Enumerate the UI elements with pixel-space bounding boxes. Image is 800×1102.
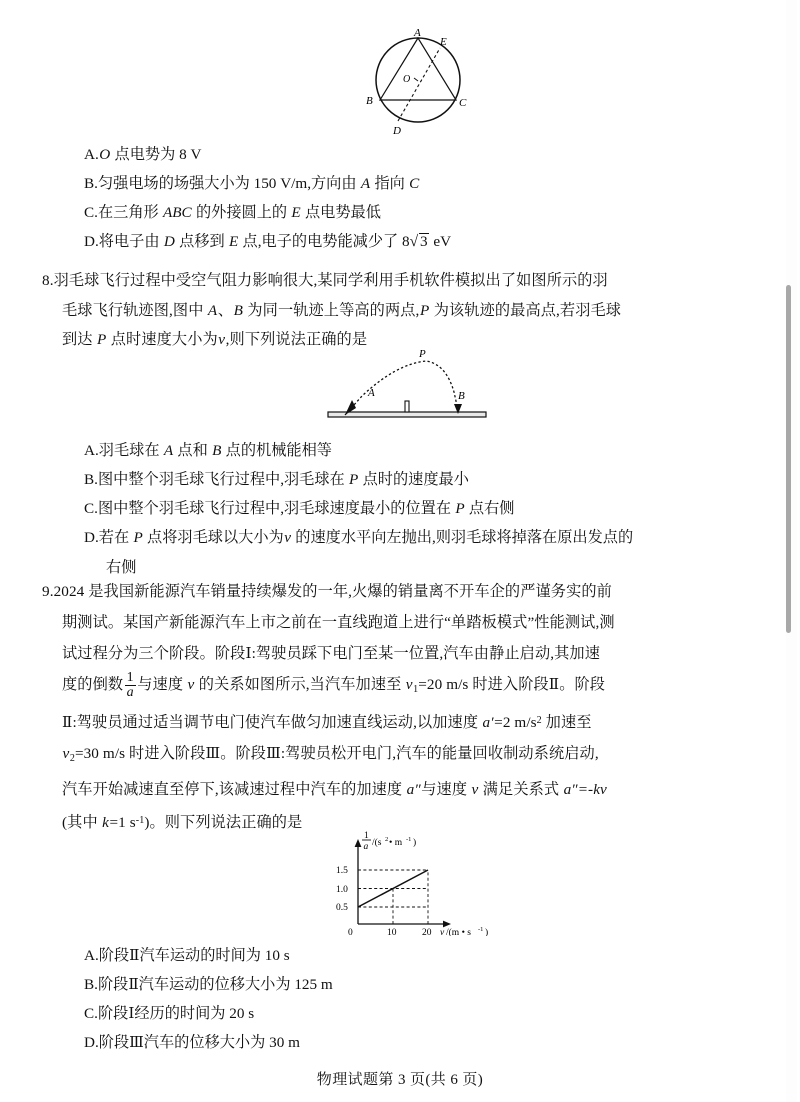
q9-option-b [84, 970, 333, 1000]
x-tick-10: 10 [387, 928, 397, 936]
q9-symbol-v1-sub: 1 [413, 683, 419, 695]
q9-option-a [84, 941, 290, 971]
fraction-one-over-a [125, 671, 136, 701]
circle-label-a: A [414, 27, 421, 39]
q7-option-c-text-2: 的外接圆上的 [192, 204, 291, 221]
q9-symbol-a-prime: a′ [482, 714, 494, 731]
x-axis-unit: /(m • s [446, 928, 471, 936]
q8-option-c-prefix: C. [84, 500, 98, 517]
q9-line-4-text-1: 度的倒数 [62, 676, 124, 693]
q9-option-a-prefix: A. [84, 947, 99, 964]
q8-line-1 [42, 266, 621, 296]
q8-option-d-text-4: 右侧 [106, 558, 137, 576]
circle-figure-svg [352, 24, 502, 136]
sqrt-icon [410, 227, 430, 257]
q9-symbol-a-double-prime: a″ [406, 780, 421, 798]
q9-option-c [84, 999, 254, 1029]
q9-line-5 [42, 705, 615, 738]
q9-line-7 [42, 774, 615, 805]
q7-option-b-prefix: B. [84, 175, 98, 192]
badminton-figure-svg [318, 348, 542, 430]
q8-line-2-text-3: 为同一轨迹上等高的两点, [243, 301, 420, 319]
q7-option-b-text-1: 匀强电场的场强大小为 150 V/m,方向由 [97, 175, 361, 192]
q9-option-b-text-1: 阶段 [97, 976, 129, 993]
q8-line-2-text-4: 为该轨迹的最高点,若羽毛球 [429, 301, 622, 319]
q8-option-d [84, 523, 633, 582]
question-9-stem [42, 576, 615, 838]
badminton-label-b: B [458, 390, 465, 402]
q7-option-b [84, 169, 420, 199]
q8-option-d-text-1: 若在 [98, 529, 133, 546]
q9-line-6-text-1: =30 m/s 时进入阶段 [74, 745, 206, 762]
y-tick-0-5: 0.5 [336, 903, 348, 913]
x-axis-unit-close: ) [485, 928, 489, 936]
q9-line-2-text: 期测试。某国产新能源汽车上市之前在一直线跑道上进行“单踏板模式”性能测试,测 [62, 614, 615, 631]
q9-line-3 [42, 638, 615, 669]
q8-option-a-text-3: 点的机械能相等 [221, 442, 332, 459]
graph-figure-svg [318, 828, 508, 936]
q9-line-1-text: 2024 是我国新能源汽车销量持续爆发的一年,火爆的销量离不开车企的严谨务实的前 [53, 583, 612, 600]
q9-roman-stage-1: Ⅰ [245, 645, 252, 662]
circle-label-e: E [440, 36, 447, 48]
q7-option-d-sqrt-value: 3 [420, 233, 428, 250]
badminton-label-p: P [419, 348, 426, 360]
q9-option-d-roman: Ⅲ [129, 1034, 144, 1051]
q8-line-1-text: 羽毛球飞行过程中受空气阻力影响很大,某同学利用手机软件模拟出了如图所示的羽 [53, 272, 608, 289]
q9-option-a-text-2: 汽车运动的时间为 10 s [139, 947, 290, 964]
q9-line-7-symbol-v: v [471, 780, 479, 798]
q9-symbol-v1: v [405, 676, 413, 693]
page-footer: 物理试题第 3 页(共 6 页) [316, 1072, 484, 1088]
q9-option-d-text-2: 汽车的位移大小为 30 m [143, 1034, 300, 1051]
q8-option-c-text-2: 点右侧 [465, 500, 515, 517]
q9-line-5-text-1: :驾驶员通过适当调节电门使汽车做匀加速直线运动,以加速度 [72, 714, 483, 731]
circle-label-o: O [403, 74, 411, 85]
q9-line-2 [42, 607, 615, 638]
q9-line-5-text-2: =2 m/s [494, 714, 537, 731]
q8-option-b-text-1: 图中整个羽毛球飞行过程中,羽毛球在 [97, 471, 349, 488]
q7-option-c-symbol-e: E [291, 204, 301, 221]
origin-label: 0 [348, 928, 353, 936]
y-tick-1-0: 1.0 [336, 885, 348, 895]
q7-option-d-symbol-e: E [228, 233, 239, 250]
q8-option-b [84, 465, 469, 495]
y-tick-1-5: 1.5 [336, 866, 348, 876]
q9-line-4-text-4: =20 m/s 时进入阶段 [418, 676, 549, 693]
q8-option-b-prefix: B. [84, 471, 98, 488]
scrollbar-thumb[interactable] [786, 285, 791, 633]
q9-line-8-superscript: -1 [135, 814, 145, 826]
y-axis-unit-sup-2: -1 [406, 836, 412, 843]
fraction-denominator: a [126, 685, 134, 701]
q9-line-3-text-2: :驾驶员踩下电门至某一位置,汽车由静止启动,其加速 [251, 645, 601, 662]
q8-line-3-symbol-v: v [218, 331, 226, 348]
q9-line-4-text-5: 。阶段 [559, 676, 606, 693]
q9-option-b-prefix: B. [84, 976, 98, 993]
q7-option-d-text-4: eV [429, 233, 452, 250]
q8-option-c-text-1: 图中整个羽毛球飞行过程中,羽毛球速度最小的位置在 [97, 500, 455, 517]
q8-option-a [84, 436, 332, 466]
q8-symbol-a: A [207, 301, 218, 319]
q8-option-d-text-2: 点将羽毛球以大小为 [143, 529, 284, 546]
q7-option-b-symbol-c: C [409, 175, 420, 192]
q9-line-8-text-1: (其中 [62, 814, 102, 831]
q7-option-d [84, 227, 451, 257]
q8-line-2-text-1: 毛球飞行轨迹图,图中 [62, 301, 208, 319]
q7-option-d-text-3: 点,电子的电势能减少了 8 [238, 233, 410, 250]
q9-line-4-text-3: 的关系如图所示,当汽车加速至 [194, 676, 406, 693]
q9-line-4-text-2: 与速度 [137, 676, 188, 693]
q8-line-3-text-3: ,则下列说法正确的是 [225, 331, 368, 348]
q8-option-b-text-2: 点时的速度最小 [358, 471, 469, 488]
circumscribed-circle-triangle-diagram [352, 24, 502, 136]
q7-option-a [84, 140, 201, 170]
q8-option-d-symbol-v: v [284, 529, 291, 546]
q8-number: 8. [42, 272, 54, 289]
q8-option-d-symbol-p: P [133, 529, 143, 546]
q9-option-a-text-1: 阶段 [98, 947, 130, 964]
q8-option-a-text-2: 点和 [173, 442, 212, 459]
q8-line-2-text-2: 、 [217, 301, 234, 319]
x-axis-unit-sup: -1 [478, 926, 484, 933]
q8-symbol-p: P [419, 301, 430, 319]
q9-line-8-text-3: )。则下列说法正确的是 [144, 814, 303, 831]
q7-option-d-prefix: D. [84, 233, 99, 250]
q8-option-d-text-3: 的速度水平向左抛出,则羽毛球将掉落在原出发点的 [291, 529, 634, 546]
badminton-trajectory-diagram [318, 348, 542, 430]
q7-option-d-text-2: 点移到 [175, 233, 229, 250]
q8-line-3-text-1: 到达 [62, 331, 97, 348]
q9-line-6-text-2: 。阶段 [220, 745, 267, 762]
q9-line-5-text-3: 加速至 [541, 714, 592, 731]
q9-option-c-prefix: C. [84, 1005, 98, 1022]
q9-option-d-prefix: D. [84, 1034, 99, 1051]
inverse-acceleration-velocity-chart [318, 828, 508, 936]
q9-option-d [84, 1028, 300, 1058]
q8-option-d-prefix: D. [84, 529, 99, 546]
q7-option-c-symbol-abc: ABC [162, 204, 192, 221]
q8-line-3-symbol-p: P [96, 331, 107, 348]
q9-roman-stage-3: Ⅲ [205, 745, 221, 762]
q8-option-a-prefix: A. [84, 442, 99, 459]
y-axis-unit-3: ) [413, 838, 417, 848]
q9-option-a-roman: Ⅱ [129, 947, 140, 964]
q7-option-a-text: 点电势为 8 V [114, 146, 202, 163]
q7-option-b-symbol-a: A [360, 175, 371, 192]
q9-line-6 [42, 738, 615, 774]
circle-label-d: D [393, 125, 401, 136]
q9-line-6-text-3: :驾驶员松开电门,汽车的能量回收制动系统启动, [280, 745, 599, 762]
q9-line-7-text-1: 汽车开始减速直至停下,该减速过程中汽车的加速度 [62, 780, 407, 798]
q9-number: 9. [42, 583, 54, 600]
q9-option-c-text-2: 经历的时间为 20 s [134, 1005, 255, 1022]
x-axis-symbol: v [440, 928, 445, 936]
question-8-stem [42, 266, 621, 355]
q9-roman-stage-2b: Ⅱ [62, 714, 73, 731]
q9-option-d-text-1: 阶段 [98, 1034, 130, 1051]
y-axis-denominator: a [363, 842, 369, 852]
q7-option-a-prefix: A. [84, 146, 99, 163]
q9-line-8-text-2: =1 s [109, 814, 136, 831]
q9-symbol-v2-sub: 2 [69, 752, 75, 764]
badminton-label-a: A [368, 387, 375, 399]
y-axis-unit-sup: 2 [385, 836, 389, 843]
q7-option-a-symbol: O [99, 146, 111, 163]
circle-label-b: B [366, 95, 373, 107]
q8-option-a-symbol-b: B [212, 442, 222, 459]
q8-option-a-symbol-a: A [163, 442, 174, 459]
q8-line-2 [42, 296, 621, 326]
q7-option-c-text-1: 在三角形 [97, 204, 163, 221]
q9-option-c-roman: Ⅰ [128, 1005, 135, 1022]
q9-symbol-v: v [187, 676, 195, 693]
q9-line-4 [42, 669, 615, 705]
q9-line-3-text-1: 试过程分为三个阶段。阶段 [62, 645, 246, 662]
y-axis-unit-2: • m [389, 838, 403, 848]
q9-option-c-text-1: 阶段 [97, 1005, 129, 1022]
q9-roman-stage-3b: Ⅲ [266, 745, 281, 762]
q8-option-b-symbol-p: P [349, 471, 359, 488]
q7-option-d-symbol-d: D [163, 233, 175, 250]
q7-option-c-prefix: C. [84, 204, 98, 221]
q9-line-5-superscript: 2 [536, 714, 542, 726]
q8-option-c [84, 494, 514, 524]
q8-line-3-text-2: 点时速度大小为 [106, 331, 218, 348]
q9-symbol-k: k [102, 814, 109, 831]
q7-option-c-text-3: 点电势最低 [301, 204, 381, 221]
q8-symbol-b: B [233, 301, 243, 319]
y-axis-numerator: 1 [364, 831, 369, 841]
q8-option-a-text-1: 羽毛球在 [98, 442, 164, 459]
q9-option-b-text-2: 汽车运动的位移大小为 125 m [138, 976, 333, 993]
y-axis-unit: /(s [372, 838, 382, 848]
q9-option-b-roman: Ⅱ [128, 976, 139, 993]
q9-line-1 [42, 576, 615, 607]
fraction-numerator: 1 [126, 670, 134, 686]
circle-label-c: C [459, 97, 467, 109]
q7-option-c [84, 198, 381, 228]
q9-line-7-text-3: 满足关系式 [478, 780, 564, 798]
q9-roman-stage-2: Ⅱ [548, 676, 560, 693]
q9-line-7-text-2: 与速度 [421, 780, 472, 798]
q9-equation-deceleration: a″=-kv [563, 780, 607, 798]
q7-option-b-text-2: 指向 [370, 175, 409, 192]
q8-option-c-symbol-p: P [455, 500, 465, 517]
q9-symbol-v2: v [62, 745, 70, 762]
x-tick-20: 20 [422, 928, 432, 936]
q7-option-d-text-1: 将电子由 [98, 233, 164, 250]
